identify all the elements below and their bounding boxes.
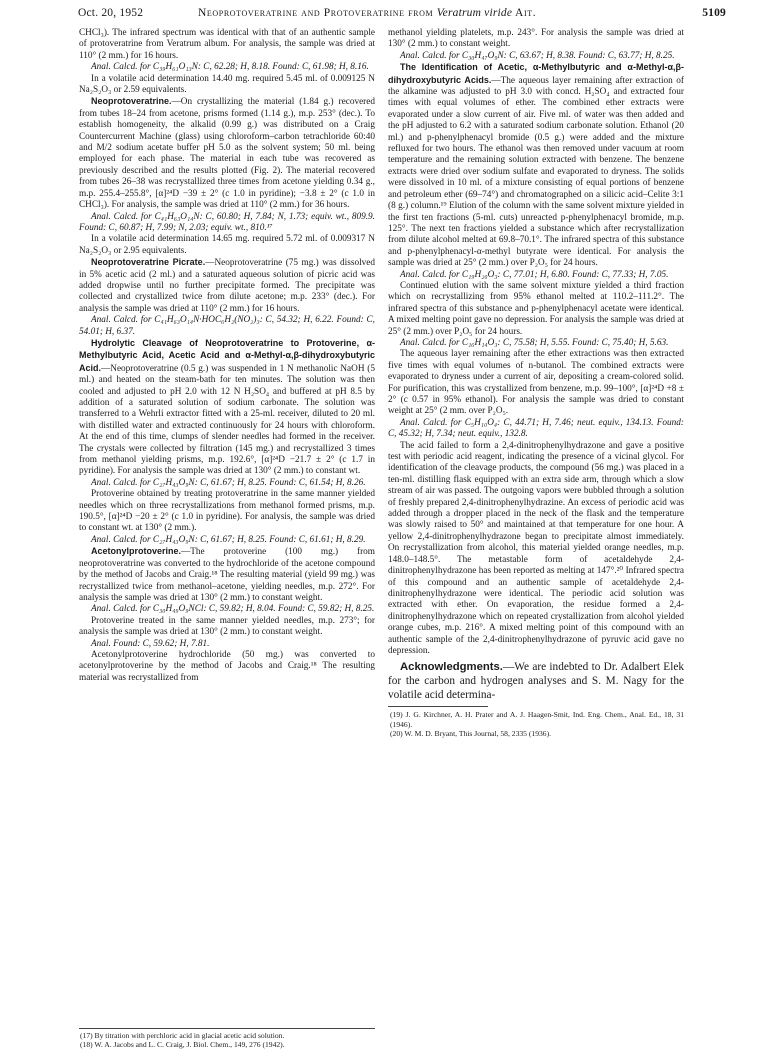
analysis-line: Anal. Found: C, 59.62; H, 7.81. [91, 638, 210, 649]
paragraph: Neoprotoveratrine.—On crystallizing the material (1.84 g.) recovered from tubes 18–24 from acetone, prisms formed (1.14 g.), m.p. 253° (dec.). To establish homogeneity, the alkalid (0.99 g.) was distributed on a Craig Countercurrent Machine (glass) using chloroform–carbon tetrachloride 60:40 and M/2 sodium acetate buffer pH 5.0 as the solvent system; 50 ml. being employed for each phase. The material in each tube was recovered as previously described and the results plotted (Fig. 2). The material recovered from tubes 26–38 was recrystallized three times from acetone yielding 0.34 g., m.p. 255.4–255.8°, [α]²⁴D −39 ± 2° (c 1.0 in pyridine); −3.8 ± 2° (c 1.0 in CHCl₃). For analysis, the sample was dried at 110° (2 mm.) for 36 hours. [79, 96, 375, 211]
analysis-line: Anal. Calcd. for C₅H₁₀O₄: C, 44.71; H, 7.46; neut. equiv., 134.13. Found: C, 45.32; H, 7.34; neut. equiv., 132.8. [388, 417, 684, 440]
analysis-line: Anal. Calcd. for C₂₇H₄₃O₉N: C, 61.67; H, 8.25. Found: C, 61.61; H, 8.29. [91, 534, 366, 545]
footnote-rule [388, 706, 488, 707]
analysis-line: Anal. Calcd. for C₁₆H₁₄O₃: C, 75.58; H, 5.55. Found: C, 75.40; H, 5.63. [400, 337, 669, 348]
footnote-17: (17) By titration with perchloric acid in glacial acetic acid solution. [80, 1031, 285, 1040]
right-column [388, 28, 684, 739]
section-heading: Hydrolytic Cleavage of Neoprotoveratrine to Protoverine, α-Methylbutyric Acid, Acetic Acid and α-Methyl-α,β-dihydroxybutyric Acid. [79, 337, 375, 373]
paragraph: Acetonylprotoverine hydrochloride (50 mg.) was converted to acetonylprotoverine by the method of Jacobs and Craig.¹⁸ The resulting material was recrystallized from [79, 649, 375, 683]
section-heading: Acetonylprotoverine. [91, 546, 182, 557]
footnote-19: (19) J. G. Kirchner, A. H. Prater and A. J. Haagen-Smit, Ind. Eng. Chem., Anal. Ed., 18, 31 (1946). [390, 710, 684, 729]
acknowledgments: Acknowledgments.—We are indebted to Dr. Adalbert Elek for the carbon and hydrogen analyses and S. M. Nagy for the volatile acid determina- [388, 661, 684, 702]
paragraph: Hydrolytic Cleavage of Neoprotoveratrine to Protoverine, α-Methylbutyric Acid, Acetic Acid and α-Methyl-α,β-dihydroxybutyric Acid.—Neoprotoveratrine (0.5 g.) was suspended in 1 N methanolic NaOH (5 ml.) and heated on the steam-bath for ten minutes. The solution was then cooled and adjusted to pH 2.0 with 12 N H₂SO₄ and buffered at pH 8.5 by addition of a saturated solution of sodium carbonate. The solution was transferred to a Wehrli extractor fitted with a 25-ml. receiver, diluted to 20 ml. with distilled water and extracted continuously for 24 hours with chloroform. At the end of this time, clumps of slender needles had formed in the receiver. The crystals were collected by filtration (145 mg.) and recrystallized 3 times from methanol yielding prisms, m.p. 192.6°, [α]²⁴D −21.7 ± 2° (c 1.7 in pyridine). For analysis the sample was dried at 130° (2 mm.) to constant wt. [79, 337, 375, 477]
analysis-line: Anal. Calcd. for C₂₇H₄₃O₉N: C, 61.67; H, 8.25. Found: C, 61.54; H, 8.26. [91, 477, 366, 488]
paragraph: methanol yielding platelets, m.p. 243°. For analysis the sample was dried at 130° (2 mm.) to constant weight. [388, 28, 684, 50]
section-heading: The Identification of Acetic, α-Methylbutyric and α-Methyl-α,β-dihydroxybutyric Acids. [388, 62, 684, 85]
paragraph: The aqueous layer remaining after the ether extractions was then extracted five times with equal volumes of n-butanol. The combined extracts were evaporated to dryness under a current of air, depositing a cream-colored solid. For purification, this was crystallized from benzene, m.p. 99–100°, [α]²⁴D +8 ± 2° (c 0.57 in 95% ethanol). For analysis the sample was dried to constant weight at 25° (2 mm. over P₂O₅. [388, 349, 684, 417]
footnote-20: (20) W. M. D. Bryant, This Journal, 58, 2335 (1936). [390, 729, 552, 739]
left-column [79, 28, 375, 684]
paragraph: Protoverine treated in the same manner yielded needles, m.p. 273°; for analysis the sample was dried at 130° (2 mm.) to constant weight. [79, 615, 375, 638]
paragraph: In a volatile acid determination 14.65 mg. required 5.72 ml. of 0.009317 N Na₂S₂O₃ or 2.95 equivalents. [79, 234, 375, 256]
paragraph: Protoverine obtained by treating protoveratrine in the same manner yielded needles which on three recrystallizations from methanol formed prisms, m.p. 190.5°, [α]²⁴D −20 ± 2° (c 1.0 in pyridine). For analysis, the sample was dried to constant wt. at 130° (2 mm.). [79, 489, 375, 534]
paragraph: Acetonylprotoverine.—The protoverine (100 mg.) from neoprotoveratrine was converted to the hydrochloride of the acetone compound by the method of Jacobs and Craig.¹⁸ The resulting material (yield 99 mg.) was recrystallized twice from methanol–acetone, yielding needles, m.p. 272°. For analysis the sample was dried at 130° (2 mm.) to constant weight. [79, 546, 375, 603]
analysis-line: Anal. Calcd. for C₃₉H₆₁O₁₃N: C, 62.28; H, 8.18. Found: C, 61.98; H, 8.16. [91, 62, 369, 73]
section-heading: Neoprotoveratrine. [91, 96, 172, 107]
page-number: 5109 [702, 7, 726, 19]
paragraph: Continued elution with the same solvent mixture yielded a third fraction which on recrystallizing from 95% ethanol melted at 110.2–111.2°. The infrared spectra of this substance and p-phenylphenacyl acetate were identical. A mixed melting point gave no depression. For analysis the sample was dried at 25° (2 mm.) over P₂O₅ for 24 hours. [388, 280, 684, 337]
paragraph: The acid failed to form a 2,4-dinitrophenylhydrazone and gave a positive test with periodic acid reagent, indicating the presence of a vicinal glycol. For identification of the cleavage products, the compound (56 mg.) was placed in a ten-ml. distilling flask equipped with an extra side arm, through which a slow stream of air was passed. The outgoing vapors were bubbled through a solution of freshly prepared 2,4-dinitrophenylhydrazine. An excess of periodic acid was added through a dropper placed in the neck of the flask and the temperature was slowly raised to 50° and maintained at that temperature for one hour. A yellow 2,4-dinitrophenylhydrazone began to precipitate almost immediately. On recrystallization from alcohol, this material yielded orange needles, m.p. 148.0–148.5°. The metastable form of acetaldehyde 2,4-dinitrophenylhydrazone has been reported as melting at 147°.²⁰ Infrared spectra of this compound and an authentic sample of acetaldehyde 2,4-dinitrophenylhydrazone were identical. The periodic acid solution was extracted with ether. On evaporation, the residue formed a 2,4-dinitrophenylhydrazone which on repeated crystallization from alcohol yielded orange cubes, m.p. 216°. A mixed melting point of this compound with an authentic sample of the 2,4-dinitrophenylhydrazone of pyruvic acid gave no depression. [388, 440, 684, 656]
running-header [78, 5, 726, 23]
paragraph: The Identification of Acetic, α-Methylbutyric and α-Methyl-α,β-dihydroxybutyric Acids.—The aqueous layer remaining after extraction of the alkamine was adjusted to pH 3.0 with concd. H₂SO₄ and extracted four times with equal volumes of ether. The combined ether extracts were evaporated under a slow current of air. Five ml. of water was then added and the pH adjusted to 6.2 with a saturated sodium carbonate solution. Ethanol (20 ml.) and p-phenylphenacyl bromide (0.5 g.) were added and the mixture refluxed for two hours. The ethanol was then removed under vacuum at room temperature and the remaining solution extracted with benzene. The benzene extracts were dried over sodium sulfate and evaporated to dryness. The solids were dissolved in 10 ml. of a mixture consisting of equal portions of benzene and petroleum ether (69–74°) and chromatographed on a silicic acid–Celite 3:1 (8 g.) column.¹⁹ Elution of the column with the same solvent mixture yielded in the first ten fractions (5-ml. cuts) unreacted p-phenylphenacyl bromide, m.p. 125°. The next ten fractions yielded a substance which after recrystallization from dilute alcohol melted at 69.8–70.1°. The infrared spectra of this substance and p-phenylphenacyl-α-methyl butyrate were identical. For analysis the sample was dried at 25° (2 mm.) over P₂O₅ for 24 hours. [388, 62, 684, 269]
analysis-line: Anal. Calcd. for C₃₀H₄₉O₉NCl: C, 59.82; H, 8.04. Found: C, 59.82; H, 8.25. [91, 604, 375, 615]
paragraph: Neoprotoveratrine Picrate.—Neoprotoveratrine (75 mg.) was dissolved in 5% acetic acid (2 ml.) and a saturated aqueous solution of picric acid was added dropwise until no further precipitate formed. The precipitate was collected and crystallized twice from dilute acetone; m.p. 233° (dec.). For analysis the sample was dried at 110° (2 mm.) for 16 hours. [79, 257, 375, 314]
analysis-line: Anal. Calcd. for C₁₉H₂₀O₃: C, 77.01; H, 6.80. Found: C, 77.33; H, 7.05. [400, 269, 669, 280]
header-date: Oct. 20, 1952 [78, 7, 144, 19]
section-heading: Neoprotoveratrine Picrate. [91, 257, 206, 268]
analysis-line: Anal. Calcd. for C₄₁H₆₃O₁₄N: C, 60.80; H, 7.84; N, 1.73; equiv. wt., 809.9. Found: C, 60.87; H, 7.99; N, 2.03; equiv. wt., 810.¹⁷ [79, 211, 375, 233]
left-footnotes [80, 1031, 376, 1050]
paragraph: CHCl₃). The infrared spectrum was identical with that of an authentic sample of protoveratrine from Veratrum album. For analysis, the sample was dried at 110° (2 mm.) for 16 hours. [79, 28, 375, 61]
header-title: Neoprotoveratrine and Protoveratrine from Veratrum viride Ait. [198, 7, 537, 19]
paragraph: In a volatile acid determination 14.40 mg. required 5.45 ml. of 0.009125 N Na₂S₂O₃ or 2.59 equivalents. [79, 73, 375, 96]
footnote-18: (18) W. A. Jacobs and L. C. Craig, J. Biol. Chem., 149, 276 (1942). [80, 1040, 285, 1050]
analysis-line: Anal. Calcd. for C₃₀H₄₇O₉N: C, 63.67; H, 8.38. Found: C, 63.77; H, 8.25. [400, 50, 675, 61]
acknowledgments-heading: Acknowledgments. [400, 661, 503, 674]
footnote-rule [79, 1028, 375, 1029]
analysis-line: Anal. Calcd. for C₄₁H₆₃O₁₄N·HOC₆H₂(NO₂)₃: C, 54.32; H, 6.22. Found: C, 54.01; H, 6.37. [79, 315, 375, 337]
